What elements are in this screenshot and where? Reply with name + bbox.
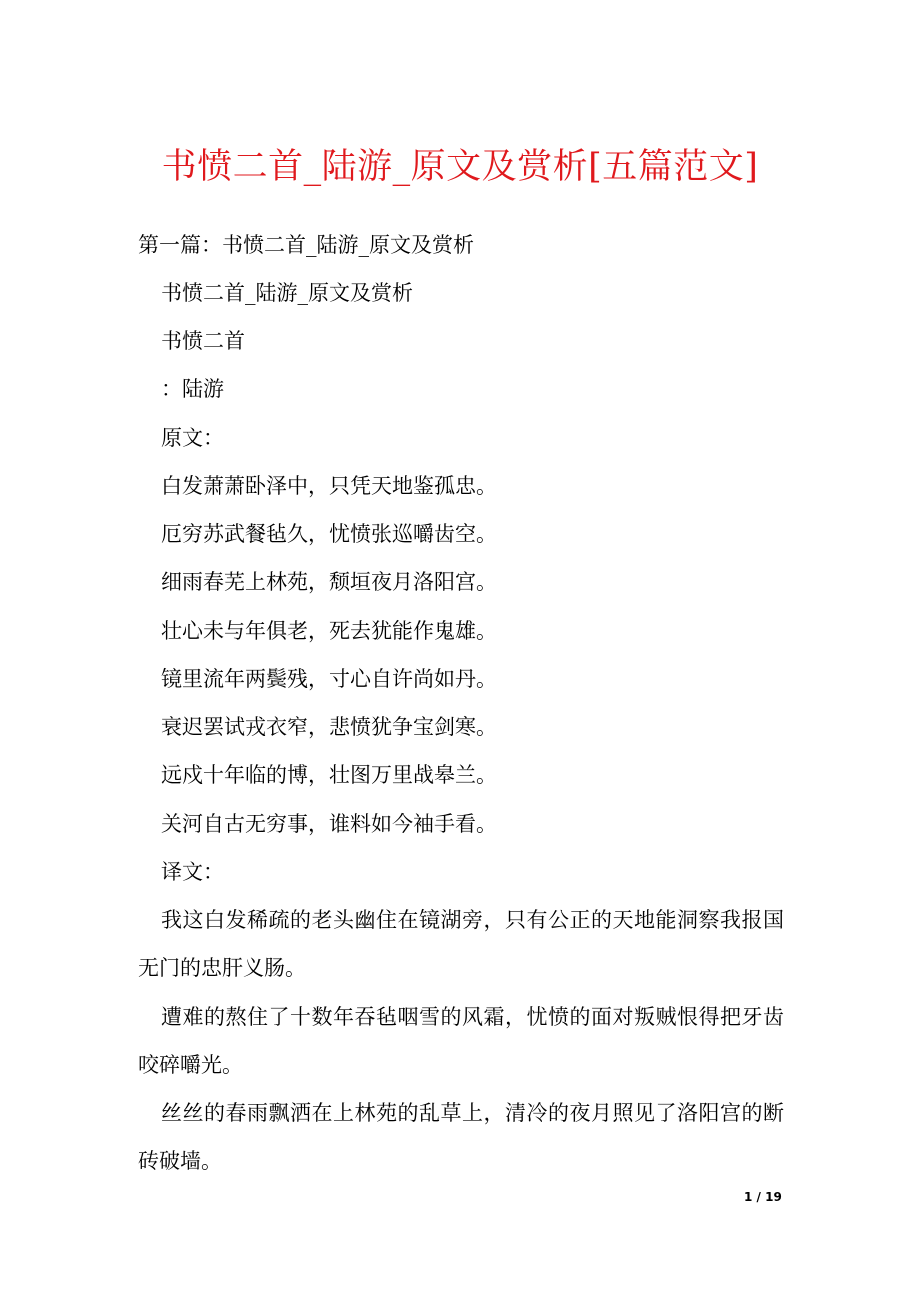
poem-line: 厄穷苏武餐毡久，忧愤张巡嚼齿空。	[161, 522, 497, 546]
section-heading: 第一篇：书愤二首_陆游_原文及赏析	[138, 233, 474, 257]
original-label: 原文：	[161, 426, 224, 450]
poem-title: 书愤二首	[161, 329, 245, 353]
page-number: 1 / 19	[744, 1190, 782, 1204]
poem-line: 远戍十年临的博，壮图万里战皋兰。	[161, 763, 497, 787]
poem-line: 壮心未与年俱老，死去犹能作鬼雄。	[161, 619, 497, 643]
poem-line: 关河自古无穷事，谁料如今袖手看。	[161, 812, 497, 836]
author-line: ：陆游	[161, 377, 224, 401]
poem-line: 镜里流年两鬓残，寸心自许尚如丹。	[161, 667, 497, 691]
translation-paragraph: 我这白发稀疏的老头幽住在镜湖旁，只有公正的天地能洞察我报国无门的忠肝义肠。	[138, 908, 784, 980]
translation-paragraph: 丝丝的春雨飘洒在上林苑的乱草上，清冷的夜月照见了洛阳宫的断砖破墙。	[138, 1101, 784, 1173]
document-title: 书愤二首_陆游_原文及赏析[五篇范文]	[161, 147, 759, 187]
poem-line: 衰迟罢试戎衣窄，悲愤犹争宝剑寒。	[161, 715, 497, 739]
subtitle: 书愤二首_陆游_原文及赏析	[161, 281, 413, 305]
poem-line: 细雨春芜上林苑，颓垣夜月洛阳宫。	[161, 570, 497, 594]
translation-label: 译文：	[161, 860, 224, 884]
poem-line: 白发萧萧卧泽中，只凭天地鉴孤忠。	[161, 474, 497, 498]
translation-paragraph: 遭难的熬住了十数年吞毡咽雪的风霜，忧愤的面对叛贼恨得把牙齿咬碎嚼光。	[138, 1005, 784, 1077]
